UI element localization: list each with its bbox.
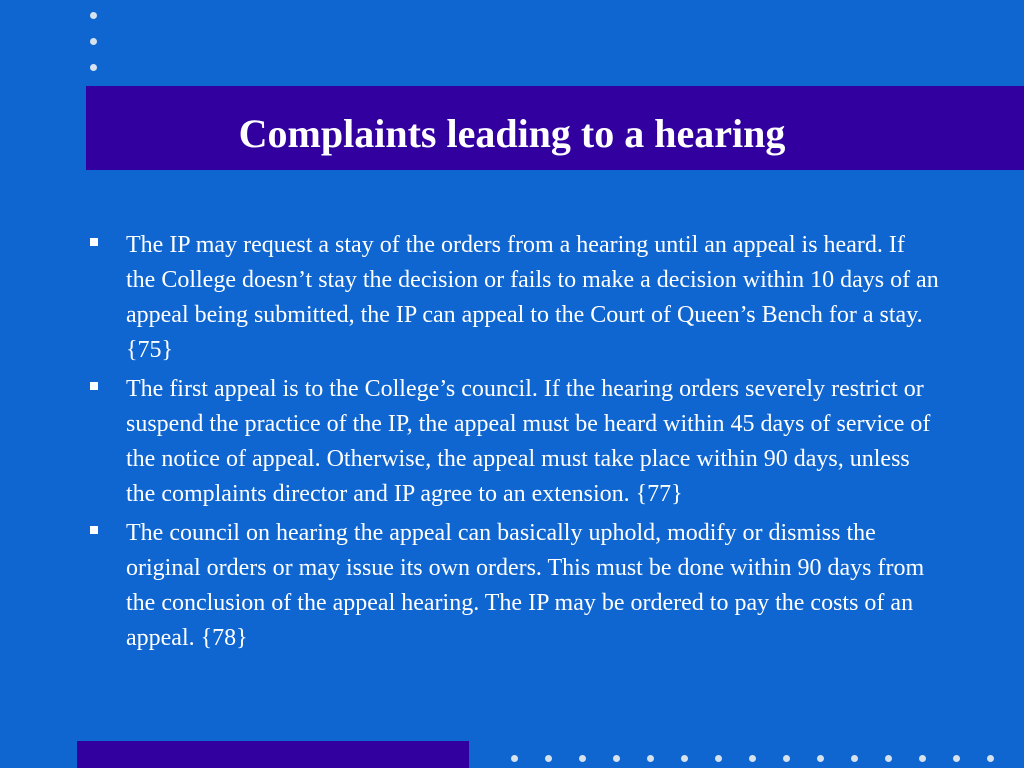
decorative-dot (919, 755, 926, 762)
bullet-item (90, 372, 940, 512)
bullet-text: The first appeal is to the College’s council. If the hearing orders severely restrict or suspend the practice of the IP, the appeal must be heard within 45 days of service of the notice of appeal. Otherwise, the appeal must take place within 90 days, unless the complaints director and IP agree to an extension. {77} (126, 376, 931, 507)
decorative-dot (90, 12, 97, 19)
decorative-dot (90, 64, 97, 71)
square-bullet-icon (90, 238, 98, 246)
square-bullet-icon (90, 526, 98, 534)
decorative-dot (953, 755, 960, 762)
decorative-dot (749, 755, 756, 762)
bullet-item (90, 228, 940, 368)
bullet-list (90, 228, 940, 660)
decorative-dot (511, 755, 518, 762)
decorative-dot (647, 755, 654, 762)
decorative-dot (817, 755, 824, 762)
decorative-dot (681, 755, 688, 762)
bottom-bar (77, 741, 469, 768)
decorative-dot (613, 755, 620, 762)
decorative-dot (851, 755, 858, 762)
decorative-dot (783, 755, 790, 762)
slide-title: Complaints leading to a hearing (238, 111, 786, 156)
decorative-dot (987, 755, 994, 762)
decorative-dot (885, 755, 892, 762)
bullet-text: The council on hearing the appeal can basically uphold, modify or dismiss the original orders or may issue its own orders. This must be done within 90 days from the conclusion of the appeal hearing. The IP may be ordered to pay the costs of an appeal. {78} (126, 520, 925, 651)
decorative-dot (715, 755, 722, 762)
bullet-item (90, 516, 940, 656)
decorative-dot (90, 38, 97, 45)
decorative-dot (579, 755, 586, 762)
bullet-text: The IP may request a stay of the orders from a hearing until an appeal is heard. If the College doesn’t stay the decision or fails to make a decision within 10 days of an appeal being submitted, the IP can appeal to the Court of Queen’s Bench for a stay. {75} (126, 232, 939, 363)
decorative-dot (545, 755, 552, 762)
square-bullet-icon (90, 382, 98, 390)
